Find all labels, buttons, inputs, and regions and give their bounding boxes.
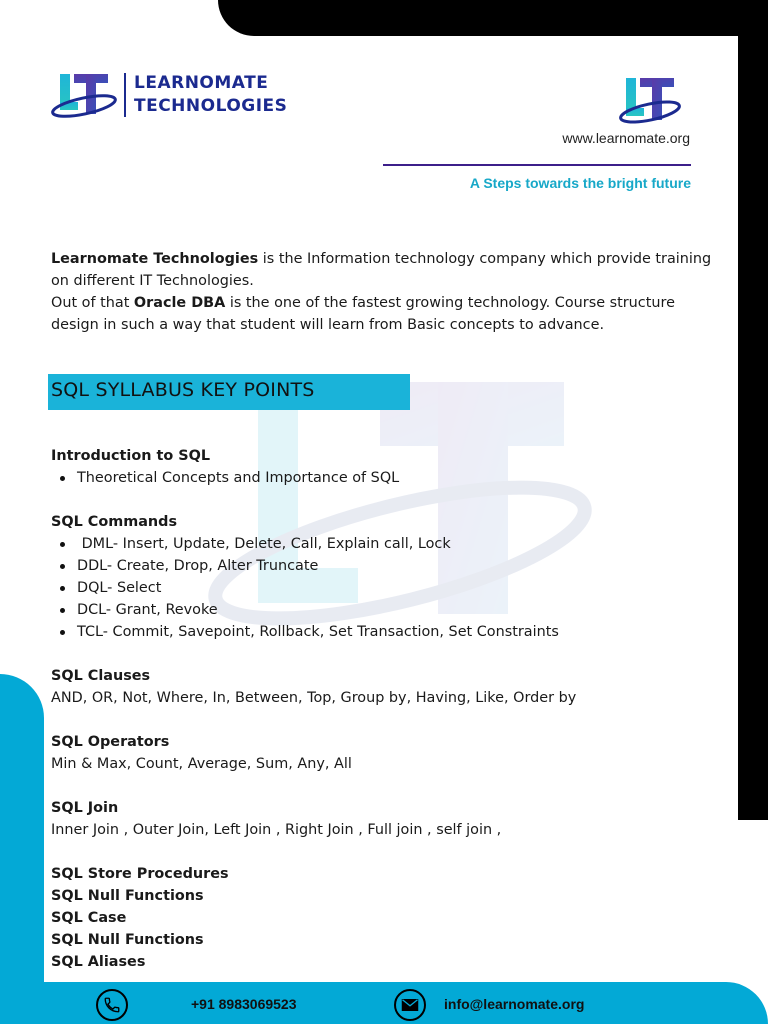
brand-divider <box>124 73 126 117</box>
intro-text-2b: is the one of the fastest growing technology. Course structure design in such a way that student will learn from Basic concepts to advance. <box>51 295 675 333</box>
section-heading-case: SQL Case <box>51 910 127 926</box>
brand-logo-block[interactable] <box>50 70 287 120</box>
intro-text-1: is the Information technology company which provide training on different IT Technologies. <box>51 251 712 289</box>
section-heading-clauses: SQL Clauses <box>51 668 151 684</box>
list-item: DCL- Grant, Revoke <box>51 599 731 621</box>
section-heading-null-functions: SQL Null Functions <box>51 888 204 904</box>
website-link[interactable]: www.learnomate.org <box>562 130 690 146</box>
list-item: DQL- Select <box>51 577 731 599</box>
intro-paragraph <box>51 248 723 336</box>
intro-sql-list <box>51 467 731 489</box>
email-address[interactable]: info@learnomate.org <box>444 996 585 1012</box>
tagline: A Steps towards the bright future <box>469 175 691 191</box>
company-name: Learnomate Technologies <box>51 251 259 267</box>
join-text: Inner Join , Outer Join, Left Join , Right Join , Full join , self join , <box>51 822 502 838</box>
section-heading-intro-sql: Introduction to SQL <box>51 448 211 464</box>
brand-line-2: TECHNOLOGIES <box>134 96 288 116</box>
section-heading-operators: SQL Operators <box>51 734 170 750</box>
intro-text-2a: Out of that <box>51 295 134 311</box>
operators-text: Min & Max, Count, Average, Sum, Any, All <box>51 756 352 772</box>
header-divider <box>383 164 691 166</box>
syllabus-content <box>51 445 731 973</box>
intro-line-2 <box>51 292 723 336</box>
intro-line-1 <box>51 248 723 292</box>
section-heading-commands: SQL Commands <box>51 514 178 530</box>
phone-number[interactable]: +91 8983069523 <box>191 996 297 1012</box>
section-heading-null-functions-2: SQL Null Functions <box>51 932 204 948</box>
list-item: TCL- Commit, Savepoint, Rollback, Set Transaction, Set Constraints <box>51 621 731 643</box>
list-item: DML- Insert, Update, Delete, Call, Explain call, Lock <box>51 533 731 555</box>
phone-icon[interactable] <box>96 989 128 1021</box>
top-black-band <box>218 0 768 36</box>
section-heading-aliases: SQL Aliases <box>51 954 146 970</box>
phone-glyph-icon <box>103 996 121 1014</box>
lt-logo-icon <box>50 70 118 120</box>
mail-icon[interactable] <box>394 989 426 1021</box>
syllabus-title: SQL SYLLABUS KEY POINTS <box>48 374 410 410</box>
commands-list <box>51 533 731 643</box>
oracle-dba: Oracle DBA <box>133 295 226 311</box>
brand-line-1: LEARNOMATE <box>134 73 269 93</box>
list-item: Theoretical Concepts and Importance of SQL <box>51 467 731 489</box>
clauses-text: AND, OR, Not, Where, In, Between, Top, Group by, Having, Like, Order by <box>51 690 577 706</box>
lt-logo-small-icon <box>614 74 682 126</box>
brand-name <box>134 72 287 118</box>
envelope-glyph-icon <box>401 998 419 1012</box>
section-heading-store-procedures: SQL Store Procedures <box>51 866 229 882</box>
list-item: DDL- Create, Drop, Alter Truncate <box>51 555 731 577</box>
section-heading-join: SQL Join <box>51 800 119 816</box>
left-blue-band <box>0 674 44 1024</box>
